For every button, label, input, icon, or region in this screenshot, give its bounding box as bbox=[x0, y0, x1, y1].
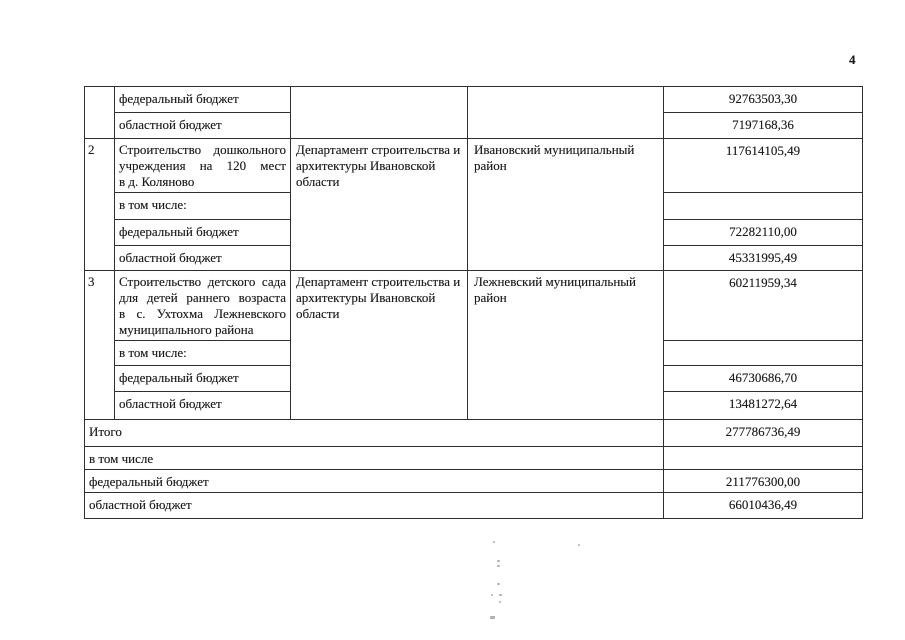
table-row bbox=[85, 87, 863, 113]
scan-speck bbox=[499, 594, 502, 596]
total-federal-budget-amount: 211776300,00 bbox=[664, 470, 863, 493]
item2-description: Строительство дошкольного учреждения на 120 мест в д. Коляново bbox=[115, 139, 291, 193]
item3-amount: 60211959,34 bbox=[664, 271, 863, 341]
total-regional-budget-label: областной бюджет bbox=[85, 493, 664, 519]
item1-federal-budget-label: федеральный бюджет bbox=[115, 87, 291, 113]
total-including-amount-cell bbox=[664, 447, 863, 470]
item2-federal-budget-amount: 72282110,00 bbox=[664, 220, 863, 246]
scan-speck bbox=[490, 616, 495, 619]
item3-description: Строительство детского сада для детей раннего возраста в с. Ухтохма Лежневского муниципального района bbox=[115, 271, 291, 341]
item1-federal-budget-amount: 92763503,30 bbox=[664, 87, 863, 113]
total-regional-budget-amount: 66010436,49 bbox=[664, 493, 863, 519]
item3-including-label: в том числе: bbox=[115, 341, 291, 366]
table-row bbox=[85, 447, 863, 470]
item2-executor: Департамент строительства и архитектуры Ивановской области bbox=[291, 139, 468, 271]
item2-federal-budget-label: федеральный бюджет bbox=[115, 220, 291, 246]
item2-amount: 117614105,49 bbox=[664, 139, 863, 193]
scan-speck bbox=[491, 594, 493, 596]
table-row bbox=[85, 271, 863, 341]
budget-table bbox=[84, 86, 863, 519]
item3-including-amount-cell bbox=[664, 341, 863, 366]
page-number: 4 bbox=[849, 52, 856, 67]
item1-municipality-cell bbox=[468, 87, 664, 139]
table-row bbox=[85, 420, 863, 447]
item2-regional-budget-label: областной бюджет bbox=[115, 246, 291, 271]
total-federal-budget-label: федеральный бюджет bbox=[85, 470, 664, 493]
table-row bbox=[85, 470, 863, 493]
total-including-label: в том числе bbox=[85, 447, 664, 470]
item1-executor-cell bbox=[291, 87, 468, 139]
scan-speck bbox=[499, 601, 501, 603]
item3-executor: Департамент строительства и архитектуры Ивановской области bbox=[291, 271, 468, 420]
item1-number-cell bbox=[85, 87, 115, 139]
item3-regional-budget-label: областной бюджет bbox=[115, 392, 291, 420]
item1-regional-budget-amount: 7197168,36 bbox=[664, 113, 863, 139]
total-amount: 277786736,49 bbox=[664, 420, 863, 447]
total-label: Итого bbox=[85, 420, 664, 447]
item3-number: 3 bbox=[85, 271, 115, 420]
item2-number: 2 bbox=[85, 139, 115, 271]
item2-regional-budget-amount: 45331995,49 bbox=[664, 246, 863, 271]
scan-speck bbox=[493, 541, 495, 543]
item3-federal-budget-amount: 46730686,70 bbox=[664, 366, 863, 392]
scan-speck bbox=[497, 560, 500, 562]
table-row bbox=[85, 139, 863, 193]
table-row bbox=[85, 493, 863, 519]
item3-regional-budget-amount: 13481272,64 bbox=[664, 392, 863, 420]
scan-speck bbox=[578, 544, 580, 546]
item3-federal-budget-label: федеральный бюджет bbox=[115, 366, 291, 392]
item2-including-label: в том числе: bbox=[115, 193, 291, 220]
item3-municipality: Лежневский муниципальный район bbox=[468, 271, 664, 420]
item2-including-amount-cell bbox=[664, 193, 863, 220]
scan-speck bbox=[497, 583, 500, 585]
scan-speck bbox=[497, 565, 500, 567]
item1-regional-budget-label: областной бюджет bbox=[115, 113, 291, 139]
item2-municipality: Ивановский муниципальный район bbox=[468, 139, 664, 271]
